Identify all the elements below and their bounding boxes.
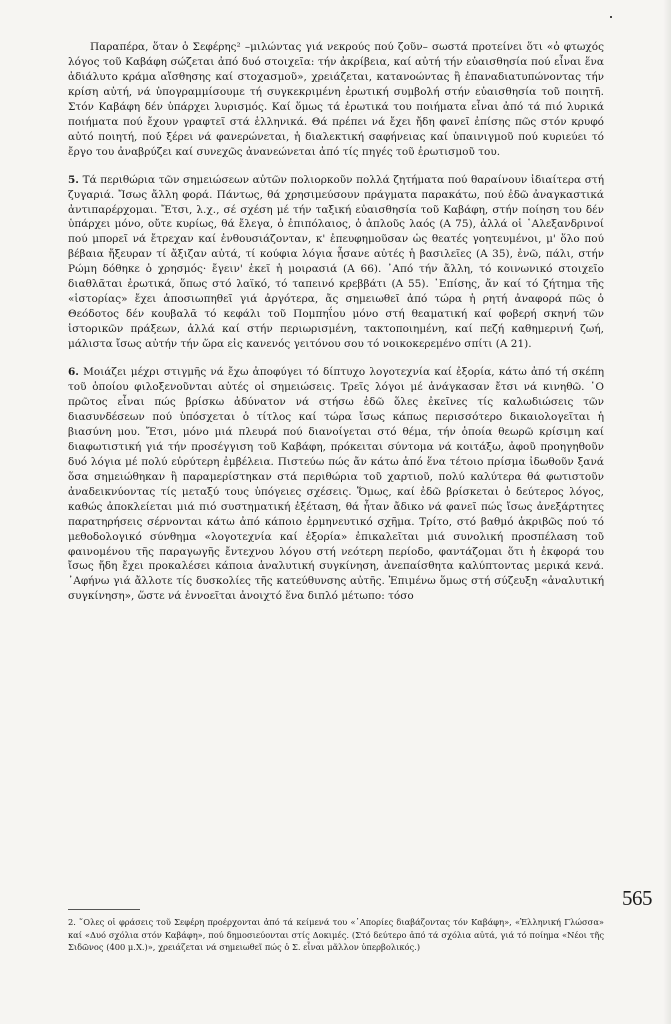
section-6-paragraph [68, 365, 604, 604]
footnote-2 [68, 916, 604, 954]
section-5-number: 5. [68, 173, 79, 186]
paragraph-gap [68, 352, 604, 365]
scan-speck [610, 16, 612, 18]
paragraph-gap [68, 160, 604, 173]
footnote-divider [68, 909, 140, 910]
paragraph-intro [68, 40, 604, 160]
section-5-text: Τά περιθώρια τῶν σημειώσεων αὐτῶν πολιορκοῦν πολλά ζητήματα πού θαραίνουν ἰδιαίτερα στή ζυγαριά. Ἴσως ἄλλη φορά. Πάντως, θά χρησιμεύσουν πράγματα παρακάτω, πού ἐδῶ ἀναγκαστικά ἀντιπαρέρχομαι. Ἔτσι, λ.χ., σέ σχέση μέ τήν ταξική εὐαισθησία τοῦ Καβάφη, στήν ποίηση του δέν ὑπάρχει μόνο, οὔτε κυρίως, θά ἔλεγα, ὁ ἐπιπόλαιος, ὁ ἁπλοῦς λαός (Α 75), ἀλλά οἱ ῾Αλεξανδρινοί πού μπορεῖ νά ἔτρεχαν καί ἐνθουσιάζονταν, κ' ἐπευφημοῦσαν ὡς θεατές γοητευμένοι, μ' ὅλο πού βέβαια ἤξευραν τί ἄξιζαν αὐτά, τί κούφια λόγια ἦσανε αὐτές ἡ βασιλεῖες (Α 35), ἐνῶ, πάλι, στήν Ρώμη δόθηκε ὁ χρησμός· ἔγειν' ἐκεῖ ἡ μοιρασιά (Α 66). ᾿Από τήν ἄλλη, τό κοινωνικό στοιχεῖο διαθλᾶται ἐρωτικά, ὅπως στό λαϊκό, τό ταπεινό κρεββάτι (Α 55). ᾿Επίσης, ἄν καί τό ζήτημα τῆς «ἱστορίας» ἔχει ἀποσιωπηθεῖ γιά ἀργότερα, ἄς σημειωθεῖ ἀπό τώρα ἡ ρητή ἀναφορά πῶς ὁ Θεόδοτος δέν κουβαλᾶ τό κεφάλι τοῦ Πομπηΐου μόνο στή θεαματική καί φοβερή σκηνή τῶν ἱστορικῶν πράξεων, ἀλλά καί στήν περιωρισμένη, τακτοποιημένη, καί πεζή καθημερινή ζωή, μάλιστα ἴσως αὐτήν τήν ὥρα εἰς κανενός γειτόνου σου τό νοικοκερεμένο σπίτι (Α 21). [68, 173, 604, 351]
main-text-column [68, 40, 604, 604]
footnote-2-text: 2. ῞Ολες οἱ φράσεις τοῦ Σεφέρη προέρχονται ἀπό τά κείμενά του «᾿Απορίες διαβάζοντας τόν Καβάφη», «Ἑλληνική Γλώσσα» καί «Δυό σχόλια στόν Καβάφη», πού δημοσιεύονται στίς Δοκιμές. (Στό δεύτερο ἀπό τά σχόλια αὐτά, γιά τό ποίημα «Νέοι τῆς Σιδῶνος (400 μ.Χ.)», χρειάζεται νά σημειωθεῖ πώς ὁ Σ. εἶναι μᾶλλον ὑπερβολικός.) [68, 917, 604, 953]
page-edge-shadow [663, 0, 671, 1024]
paragraph-intro-text: Παραπέρα, ὅταν ὁ Σεφέρης² –μιλώντας γιά νεκρούς πού ζοῦν– σωστά προτείνει ὅτι «ὁ φτωχός λόγος τοῦ Καβάφη σώζεται ἀπό δυό στοιχεῖα: τήν ἀκρίβεια, καί αὐτή τήν εὐαισθησία πού εἶναι ἕνα ἀδιάλυτο κράμα αἴσθησης καί στοχασμοῦ», χρειάζεται, κατανοώντας ἢ ἐπαναδιατυπώνοντας τήν κρίση αὐτή, νά ὑπογραμμίσουμε τή συγκεκριμένη ἐρωτική συμβολή στήν εὐαισθησία τοῦ ποιητῆ. Στόν Καβάφη δέν ὑπάρχει λυρισμός. Καί ὅμως τά ἐρωτικά του ποιήματα εἶναι ἀπό τά πιό λυρικά ποιήματα πού ἔχουν γραφτεῖ στά ἑλληνικά. Θά πρέπει νά ἔχει ἤδη φανεῖ ἐπίσης πῶς στόν κρυφό αὐτό ποιητή, πού ξέρει νά φανερώνεται, ἡ διαλεκτική σαφήνειας καί ὑπαινιγμοῦ πού κυριεύει τό ἔργο του ἀναβρύζει καί συνεχῶς ἀνανεώνεται ἀπό τίς πηγές τοῦ ἐρωτισμοῦ του. [68, 41, 604, 158]
page-number: 565 [622, 886, 652, 910]
section-6-number: 6. [68, 366, 79, 379]
section-5-paragraph [68, 173, 604, 352]
section-6-text: Μοιάζει μέχρι στιγμῆς νά ἔχω ἀποφύγει τό δίπτυχο λογοτεχνία καί ἐξορία, κάτω ἀπό τή σκέπη τοῦ ὁποίου φιλοξενοῦνται αὐτές οἱ σημειώσεις. Τρεῖς λόγοι μέ ἀνάγκασαν ἔτσι νά κινηθῶ. ῾Ο πρῶτος εἶναι πώς βρίσκω ἀδύνατον νά στήσω ἐδῶ ὅλες ἐκεῖνες τίς καλωδιώσεις τῶν διασυνδέσεων πού ὑπόσχεται ὁ τίτλος καί τώρα ἴσως κάπως περισσότερο δικαιολογεῖται ἡ βιασύνη μου. Ἔτσι, μόνο μιά πλευρά πού διανοίγεται στό θέμα, τήν ὁποία θεωρῶ κρίσιμη καί διαφωτιστική γιά τήν προσέγγιση τοῦ Καβάφη, πρόκειται σύντομα νά κοιτάξω, ἀφοῦ προηγηθοῦν δυό λόγια μέ πολύ εὐρύτερη ἐμβέλεια. Πιστεύω πώς ἄν κάτω ἀπό ἕνα τέτοιο πρίσμα ἰδωθοῦν ξανά ὅσα σημειώθηκαν ἢ παραμερίστηκαν στά περιθώρια τοῦ χαρτιοῦ, πολύ καλύτερα θά φωτιστοῦν ἀναδεικνύοντας τίς μεταξύ τους ὑπόγειες σχέσεις. Ὅμως, καί ἐδῶ βρίσκεται ὁ δεύτερος λόγος, καθώς ἀποκλείεται μιά πιό συστηματική ἐξέταση, θά ἦταν ἄδικο νά φανεῖ πώς ἴσως ἀνεξάρτητες παρατηρήσεις σέρνονται κάτω ἀπό κάποιο ἑρμηνευτικό σχῆμα. Τρίτο, στό βαθμό ἀκριβῶς πού τό μεθοδολογικό σύνθημα «λογοτεχνία καί ἐξορία» ἐπικαλεῖται μιά συνολική προσπέλαση τοῦ φαινομένου τῆς παραγωγῆς ἔντεχνου λόγου στή νεότερη περίοδο, φαντάζομαι ὅτι ἡ ἐκφορά του ἴσως ἤδη ἔχει προκαλέσει κάποια ἀναλυτική συγκίνηση, ἀνεπαίσθητα καλύπτοντας μερικά κενά. ᾿Αφήνω γιά ἄλλοτε τίς δυσκολίες τῆς κατεύθυνσης αὐτῆς. Ἐπιμένω ὅμως στή σύζευξη «ἀναλυτική συγκίνηση», ὥστε νά ἐννοεῖται ἀνοιχτό ἕνα διπλό μέτωπο: τόσο [68, 366, 605, 603]
